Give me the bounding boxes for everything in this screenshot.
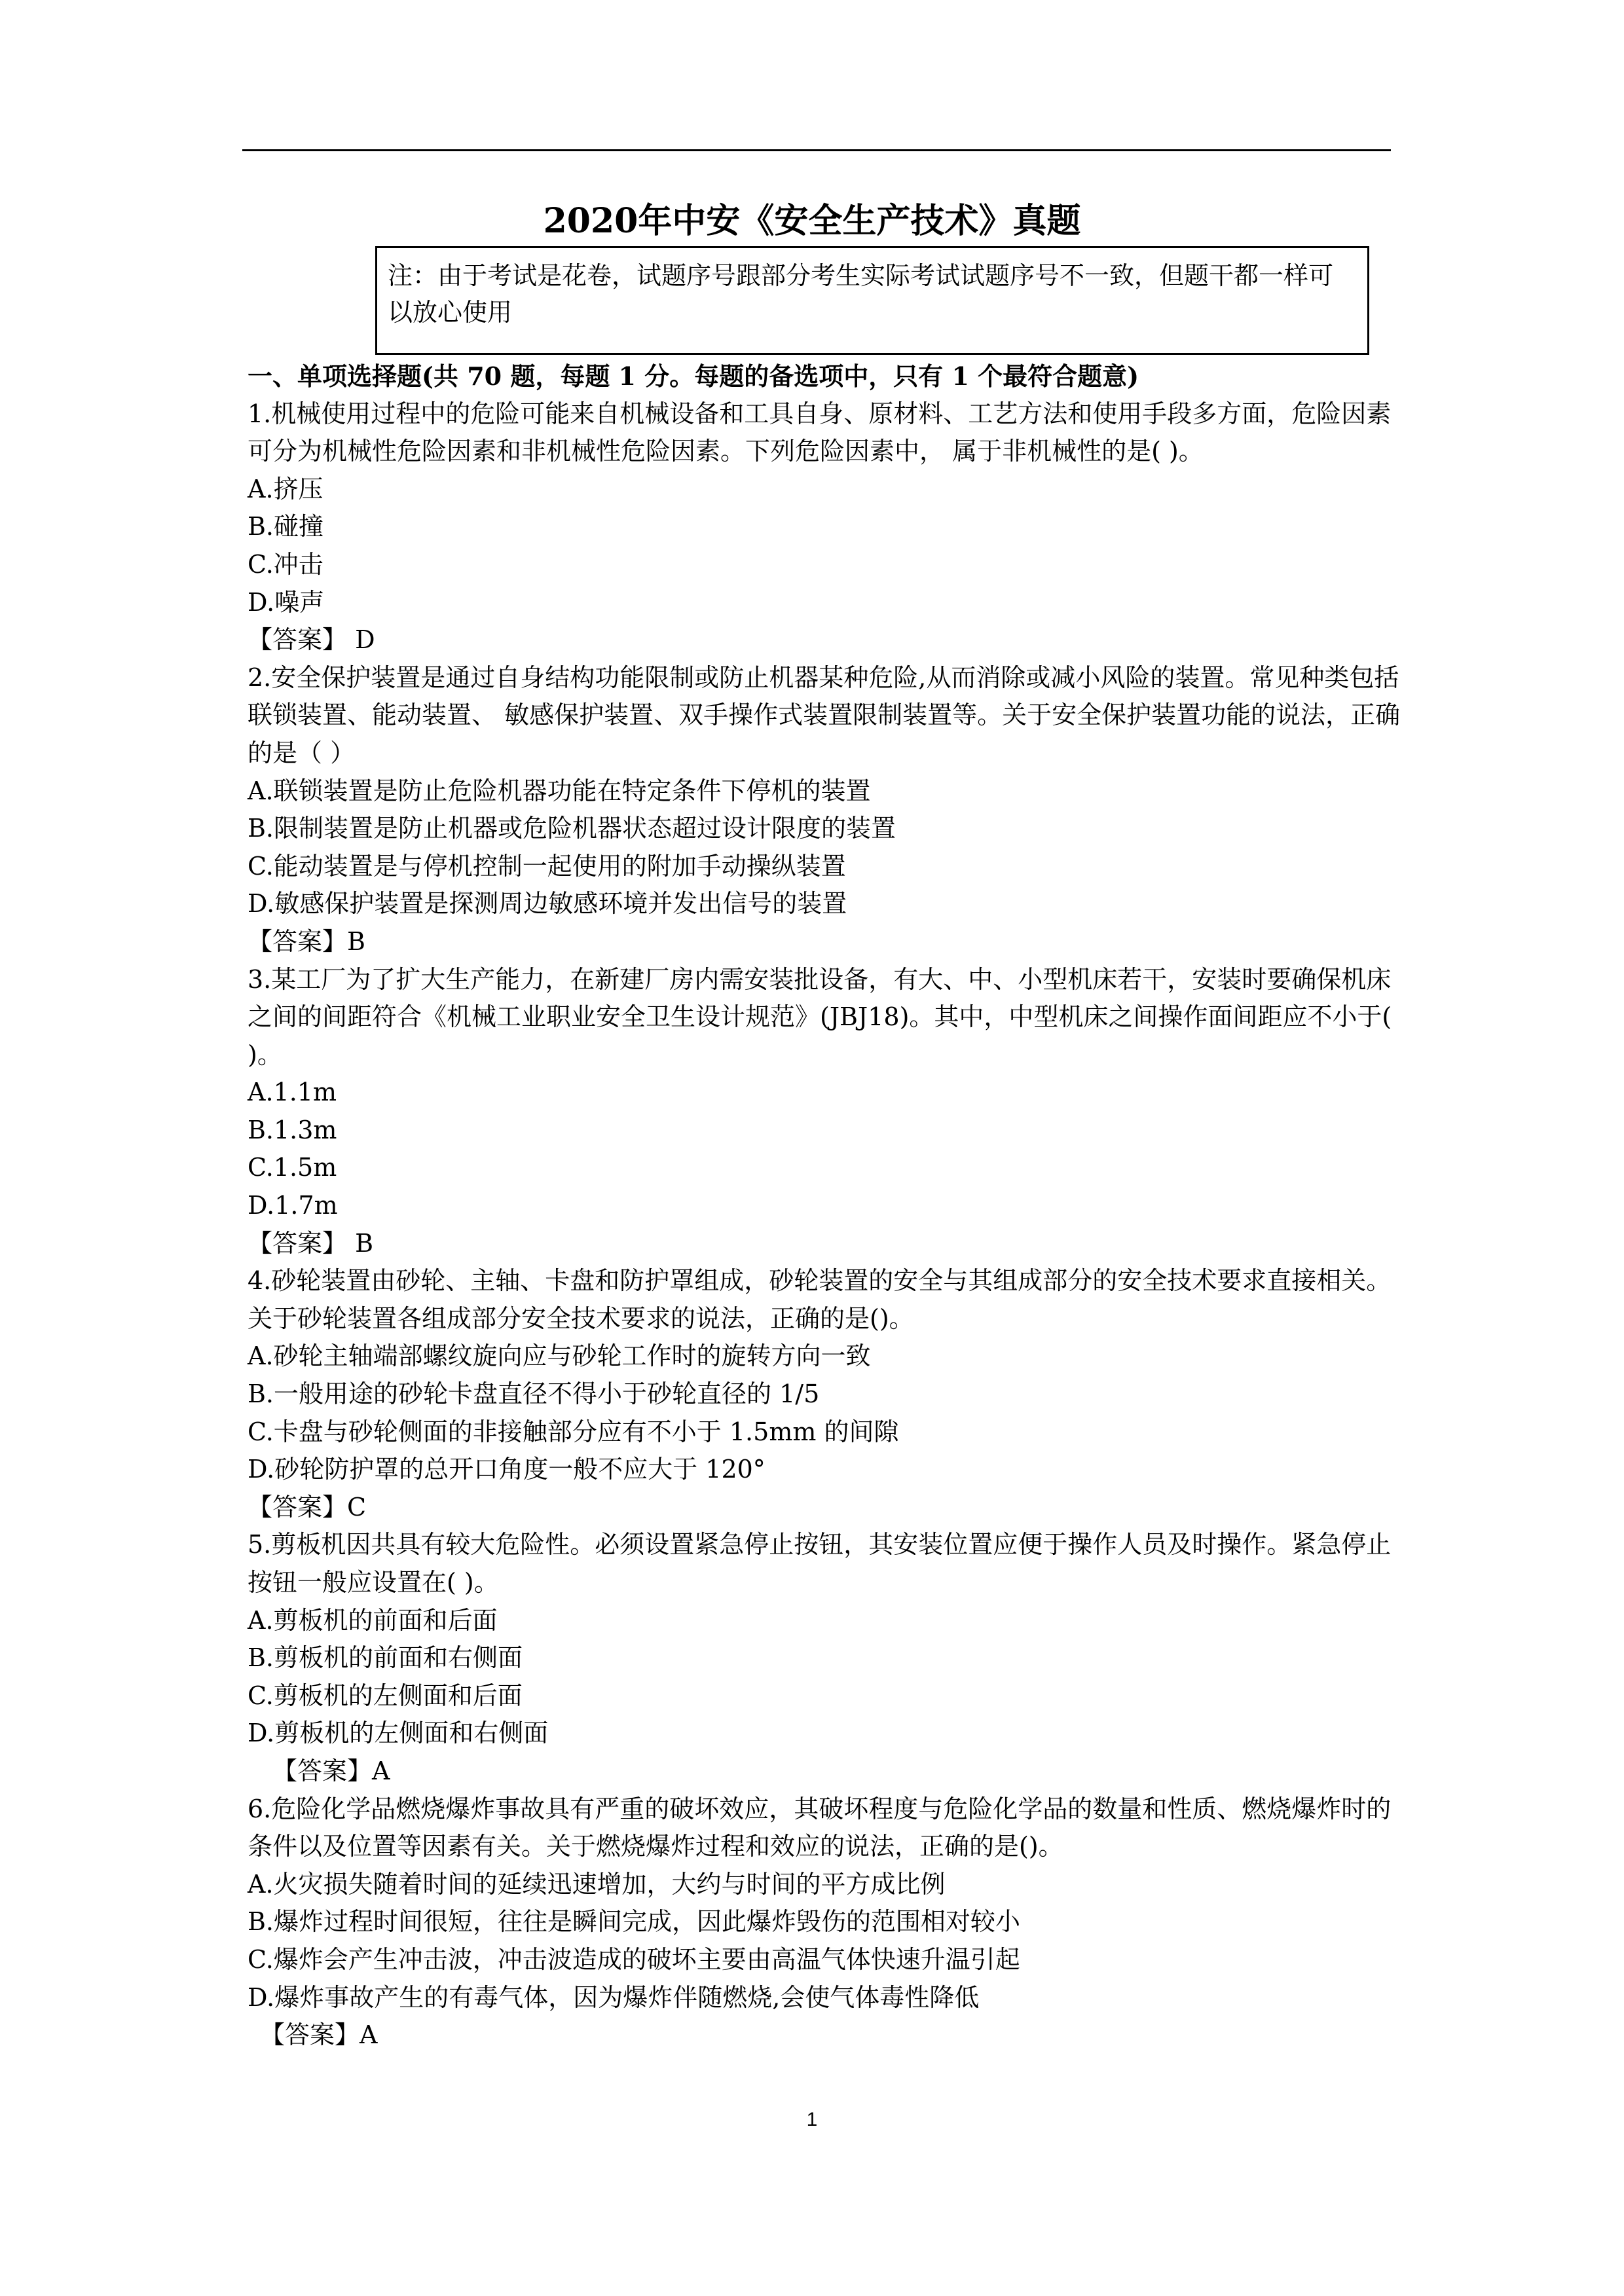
question-stem: 4.砂轮装置由砂轮、主轴、卡盘和防护罩组成，砂轮装置的安全与其组成部分的安全技术要求直接相关。关于砂轮装置各组成部分安全技术要求的说法，正确的是()。 — [248, 1266, 1392, 1333]
option-a: A.火灾损失随着时间的延续迅速增加，大约与时间的平方成比例 — [248, 1869, 946, 1899]
answer: 【答案】A — [260, 2020, 378, 2050]
question-6 — [248, 1791, 1407, 2054]
answer: 【答案】C — [248, 1492, 367, 1522]
option-d: D.剪板机的左侧面和右侧面 — [248, 1719, 549, 1748]
question-2 — [248, 659, 1407, 961]
option-a: A.1.1m — [248, 1078, 337, 1107]
option-a: A.挤压 — [248, 474, 323, 503]
option-c: C.剪板机的左侧面和后面 — [248, 1681, 523, 1710]
question-stem: 1.机械使用过程中的危险可能来自机械设备和工具自身、原材料、工艺方法和使用手段多方面，危险因素可分为机械性危险因素和非机械性危险因素。下列危险因素中， 属于非机械性的是( )。 — [248, 399, 1392, 466]
section-heading: 一、单项选择题(共 70 题，每题 1 分。每题的备选项中，只有 1 个最符合题意) — [248, 361, 1139, 391]
answer: 【答案】A — [272, 1756, 390, 1785]
option-d: D.砂轮防护罩的总开口角度一般不应大于 120° — [248, 1455, 766, 1484]
option-d: D.爆炸事故产生的有毒气体，因为爆炸伴随燃烧,会使气体毒性降低 — [248, 1982, 980, 2012]
question-stem: 5.剪板机因共具有较大危险性。必须设置紧急停止按钮，其安装位置应便于操作人员及时操作。紧急停止按钮一般应设置在( )。 — [248, 1530, 1392, 1597]
option-a: A.剪板机的前面和后面 — [248, 1605, 498, 1635]
question-4 — [248, 1262, 1407, 1526]
option-c: C.冲击 — [248, 549, 323, 579]
header-rule — [242, 149, 1391, 151]
option-a: A.砂轮主轴端部螺纹旋向应与砂轮工作时的旋转方向一致 — [248, 1341, 871, 1371]
question-stem: 3.某工厂为了扩大生产能力，在新建厂房内需安装批设备，有大、中、小型机床若干，安装时要确保机床之间的间距符合《机械工业职业安全卫生设计规范》(JBJ18)。其中，中型机床之间操作面间距应不小于( )。 — [248, 964, 1425, 1069]
document-title: 2020年中安《安全生产技术》真题 — [543, 201, 1081, 241]
page-number: 1 — [806, 2109, 818, 2130]
document-body — [248, 357, 1425, 2054]
option-c: C.卡盘与砂轮侧面的非接触部分应有不小于 1.5mm 的间隙 — [248, 1417, 899, 1446]
answer: 【答案】 B — [248, 1228, 374, 1258]
option-b: B.1.3m — [248, 1115, 337, 1144]
answer: 【答案】B — [248, 926, 365, 956]
question-3 — [248, 961, 1425, 1263]
option-b: B.一般用途的砂轮卡盘直径不得小于砂轮直径的 1/5 — [248, 1379, 820, 1409]
option-c: C.1.5m — [248, 1153, 337, 1182]
option-b: B.碰撞 — [248, 512, 324, 541]
option-d: D.敏感保护装置是探测周边敏感环境并发出信号的装置 — [248, 889, 847, 919]
option-b: B.限制装置是防止机器或危险机器状态超过设计限度的装置 — [248, 814, 896, 843]
option-d: D.1.7m — [248, 1191, 338, 1220]
question-stem: 6.危险化学品燃烧爆炸事故具有严重的破坏效应，其破坏程度与危险化学品的数量和性质、燃烧爆炸时的条件以及位置等因素有关。关于燃烧爆炸过程和效应的说法，正确的是()。 — [248, 1794, 1392, 1861]
option-b: B.剪板机的前面和右侧面 — [248, 1643, 523, 1673]
option-c: C.爆炸会产生冲击波，冲击波造成的破坏主要由高温气体快速升温引起 — [248, 1944, 1020, 1974]
question-5 — [248, 1526, 1407, 1790]
option-d: D.噪声 — [248, 587, 325, 617]
question-stem: 2.安全保护装置是通过自身结构功能限制或防止机器某种危险,从而消除或减小风险的装置。常见种类包括联锁装置、能动装置、 敏感保护装置、双手操作式装置限制装置等。关于安全保护装置功能的说法，正确的是（ ） — [248, 663, 1401, 767]
option-a: A.联锁装置是防止危险机器功能在特定条件下停机的装置 — [248, 776, 871, 805]
answer: 【答案】 D — [248, 625, 375, 655]
question-1 — [248, 395, 1407, 659]
note-box: 注：由于考试是花卷，试题序号跟部分考生实际考试试题序号不一致，但题干都一样可以放心使用 — [375, 246, 1369, 355]
option-c: C.能动装置是与停机控制一起使用的附加手动操纵装置 — [248, 851, 846, 881]
option-b: B.爆炸过程时间很短，往往是瞬间完成，因此爆炸毁伤的范围相对较小 — [248, 1907, 1021, 1937]
